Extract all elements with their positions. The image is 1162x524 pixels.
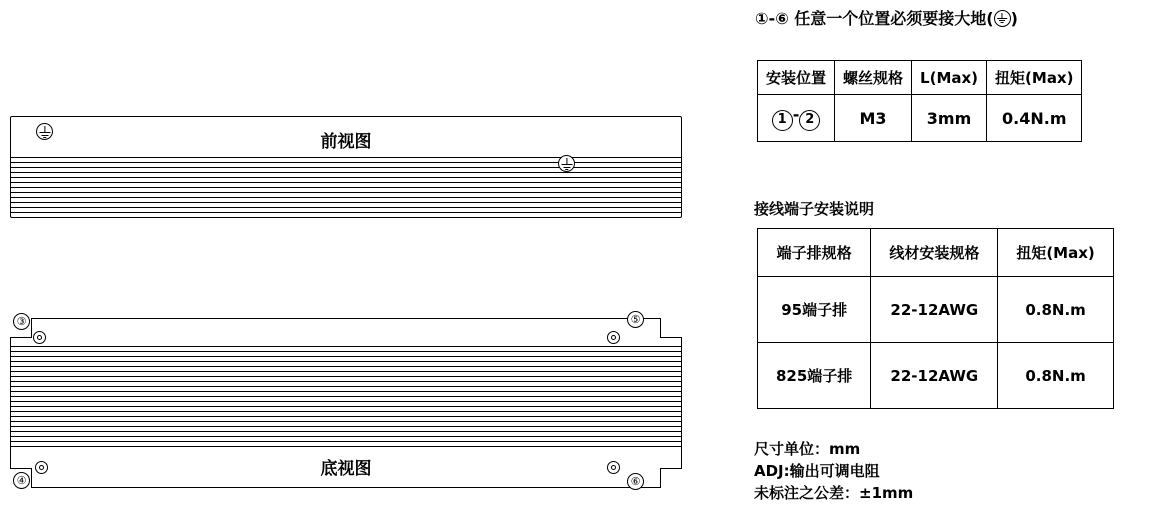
col-length-max: L(Max) [912,61,987,95]
callout-1: 1 [772,110,793,131]
cell-length-max: 3mm [912,95,987,142]
front-view-diagram [10,116,682,218]
table-row [758,277,1114,343]
col-screw-spec: 螺丝规格 [835,61,912,95]
screw-spec-table [757,60,1082,142]
callout-5: ⑤ [627,311,644,328]
corner-notch-bottom-right [660,468,682,488]
table-header-row [758,61,1082,95]
ground-icon [994,10,1011,27]
cell-terminal-spec: 825端子排 [758,343,871,409]
callout-6: ⑥ [627,473,644,490]
callout-2: 2 [799,110,820,131]
col-terminal-torque: 扭矩(Max) [998,229,1113,277]
table-row [758,343,1114,409]
bottom-view-label: 底视图 [320,459,372,479]
note-units: 尺寸单位：mm [754,440,861,458]
terminal-section-title: 接线端子安装说明 [754,200,875,218]
corner-notch-top-right [660,318,682,338]
mount-screw-4 [35,461,48,474]
front-view-label: 前视图 [320,132,372,152]
callout-3: ③ [13,313,30,330]
cell-terminal-torque: 0.8N.m [998,277,1113,343]
specification-panel [700,0,1162,524]
ground-icon [558,155,575,172]
note-adj: ADJ:输出可调电阻 [754,462,880,480]
mount-screw-5 [607,331,620,344]
table-header-row [758,229,1114,277]
front-view-fins [11,157,681,216]
terminal-spec-table [757,228,1114,409]
ground-requirement-note [755,6,1018,29]
cell-torque-max: 0.4N.m [987,95,1082,142]
ground-note-suffix: ) [1010,9,1018,28]
cell-wire-spec: 22-12AWG [871,343,998,409]
cell-terminal-torque: 0.8N.m [998,343,1113,409]
col-terminal-spec: 端子排规格 [758,229,871,277]
mount-screw-3 [33,331,46,344]
ground-note-text: ①-⑥ 任意一个位置必须要接大地( [755,9,994,28]
ground-icon [36,123,53,140]
col-wire-spec: 线材安装规格 [871,229,998,277]
col-mount-position: 安装位置 [758,61,835,95]
bottom-view-fins [11,346,681,450]
note-tolerance: 未标注之公差：±1mm [754,484,914,502]
callout-4: ④ [13,472,30,489]
cell-terminal-spec: 95端子排 [758,277,871,343]
footnotes [754,438,913,504]
cell-mount-position: 1 - 2 [758,95,835,142]
cell-screw-spec: M3 [835,95,912,142]
col-torque-max: 扭矩(Max) [987,61,1082,95]
mount-screw-6 [607,461,620,474]
table-row [758,95,1082,142]
cell-wire-spec: 22-12AWG [871,277,998,343]
bottom-view-diagram [10,318,682,488]
